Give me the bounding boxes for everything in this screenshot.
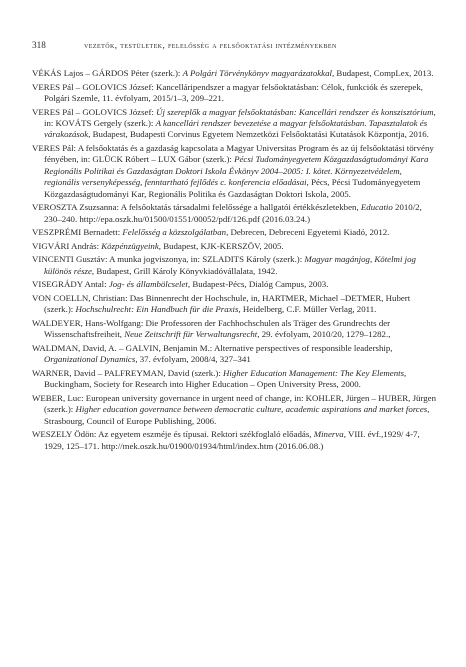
bibliography-entry [32, 82, 438, 105]
bibliography-entry [32, 227, 438, 238]
entry-text: WALDEYER, Hans-Wolfgang: Die Professoren der Fachhochschulen als Träger des Grundrechts der Wissenschaftsfreiheit, [32, 318, 391, 340]
entry-text: VISEGRÁDY Antal: [32, 279, 109, 290]
entry-text: , Pécs, Pécsi Tudományegyetem Közgazdaságtudományi Kar, Regionális Politika és Gazdaságtan Doktori Iskola, 2005. [44, 177, 421, 199]
entry-title-italic: Higher education governance between democratic culture, academic aspirations and market forces [75, 404, 428, 415]
entry-text: VIGVÁRI András: [32, 240, 102, 251]
entry-text: , Budapest, Grill Károly Könyvkiadóvállalata, 1942. [91, 265, 278, 276]
entry-text: VINCENTI Gusztáv: A munka jogviszonya, in: SZLADITS Károly (szerk.): [32, 254, 305, 265]
entry-text: , Debrecen, Debreceni Egyetemi Kiadó, 2012. [226, 227, 390, 238]
entry-text: , Budapest, Budapesti Corvinus Egyetem Nemzetközi Felsőoktatási Kutatások Központja, 2016. [88, 129, 429, 140]
entry-title-italic: Közpénzügyeink [101, 240, 159, 251]
bibliography-entry [32, 143, 438, 200]
bibliography-entry [32, 393, 438, 427]
bibliography-entry [32, 254, 438, 277]
entry-title-italic: Organizational Dynamics [44, 354, 136, 365]
entry-title-italic: Felelősség a közszolgálatban [122, 227, 227, 238]
bibliography-entry [32, 202, 438, 225]
bibliography-entry [32, 68, 438, 79]
entry-text: , VIII. évf.,1929/ 4-7, 1929, 125–171. http://mek.oszk.hu/01900/01934/html/index.htm (2016.06.08.) [44, 429, 420, 451]
entry-text: , 29. évfolyam, 2010/20, 1279–1282., [257, 329, 391, 340]
entry-text: , Strasbourg, Council of Europe Publishing, 2006. [44, 404, 430, 426]
running-title: vezetők, testületek, felelősség a felsőoktatási intézményekben [84, 40, 337, 50]
entry-title-italic: Minerva [313, 429, 344, 440]
bibliography-entry [32, 429, 438, 452]
entry-text: WARNER, David – PALFREYMAN, David (szerk.): [32, 368, 224, 378]
entry-title-italic: A Polgári Törvénykönyv magyarázatokkal [182, 68, 332, 78]
entry-title-italic: Neue Zeitschrift für Verwaltungsrecht [124, 329, 258, 340]
bibliography-entry [32, 241, 438, 252]
bibliography-list [32, 68, 438, 454]
entry-title-italic: A kancellári rendszer bevezetése a magyar felsőoktatásban. Tapasztalatok és várakozások [44, 118, 428, 140]
entry-text: VON COELLN, Christian: Das Binnenrecht der Hochschule, in, HARTMER, Michael –DETMER, Hubert (szerk.): [32, 293, 411, 315]
entry-text: VERES Pál – GOLOVICS József: [32, 106, 157, 117]
bibliography-entry [32, 368, 438, 391]
entry-text: , in: KOVÁTS Gergely (szerk.): [44, 106, 436, 128]
entry-text: WEBER, Luc: European university governance in urgent need of change, in: KOHLER, Jürgen – HUBER, Jürgen (szerk.): [32, 393, 437, 415]
entry-title-italic: Hochschulrecht: Ein Handbuch für die Praxis [75, 304, 239, 315]
entry-text: , Budapest, CompLex, 2013. [332, 68, 434, 78]
entry-title-italic: Jog- és állambölcselet [108, 279, 188, 290]
bibliography-entry [32, 318, 438, 341]
bibliography-entry [32, 343, 438, 366]
entry-text: , Budapest, KJK-KERSZÖV, 2005. [158, 240, 284, 251]
entry-title-italic: Higher Education Management: The Key Elements [223, 368, 405, 378]
entry-text: VESZPRÉMI Bernadett: [32, 227, 123, 238]
bibliography-entry [32, 107, 438, 141]
entry-text: , Buckingham, Society for Research into Higher Education – Open University Press, 2000. [44, 368, 407, 390]
entry-title-italic: Új szereplők a magyar felsőoktatásban: Kancellári rendszer és konszisztórium [156, 106, 434, 117]
entry-text: WALDMAN, David, A. – GALVIN, Benjamin M.: Alternative perspectives of responsible leadership, [32, 343, 393, 353]
entry-text: VÉKÁS Lajos – GÁRDOS Péter (szerk.): [32, 68, 183, 78]
entry-text: VERES Pál – GOLOVICS József: Kancelláriрendszer a magyar felsőoktatásban: Célok, funkciók és szerepek, Polgári Szemle, 11. évfolyam, 2015/1–3, 209–221. [32, 81, 423, 103]
entry-title-italic: Magyar magánjog, Kötelmi jog különös része [44, 254, 416, 276]
entry-title-italic: Pécsi Tudományegyetem Közgazdaságtudományi Kara Regionális Politikai és Gazdaságtan Doktori Iskola Évkönyv 2004–2005: I. kötet. Környezetvédelem, regionális versenyképesség, fenntartható fejlődés c. konferencia előadásai [44, 154, 429, 188]
bibliography-entry [32, 279, 438, 290]
entry-text: WESZELY Ödön: Az egyetem eszméje és típusai. Rektori székfoglaló előadás, [32, 429, 314, 440]
entry-text: 2010/2, 230–240. http://epa.oszk.hu/01500/01551/00052/pdf/126.pdf (2016.03.24.) [44, 202, 422, 224]
entry-text: , Budapest-Pécs, Dialóg Campus, 2003. [187, 279, 329, 290]
bibliography-entry [32, 293, 438, 316]
running-header [32, 39, 434, 51]
entry-text: , 37. évfolyam, 2008/4, 327–341 [135, 354, 251, 365]
entry-text: VEROSZTA Zsuzsanna: A felsőoktatás társadalmi felelőssége a hallgatói értékkészletekben, [32, 202, 361, 213]
entry-text: VERES Pál: A felsőoktatás és a gazdaság kapcsolata a Magyar Universitas Program és az új felsőoktatási törvény fényében, in: GLÜCK Róbert – LUX Gábor (szerk.): [32, 143, 434, 165]
entry-title-italic: Educatio [360, 202, 393, 213]
page-number: 318 [32, 40, 46, 50]
entry-text: , Heidelberg, C.F. Müller Verlag, 2011. [238, 304, 377, 315]
